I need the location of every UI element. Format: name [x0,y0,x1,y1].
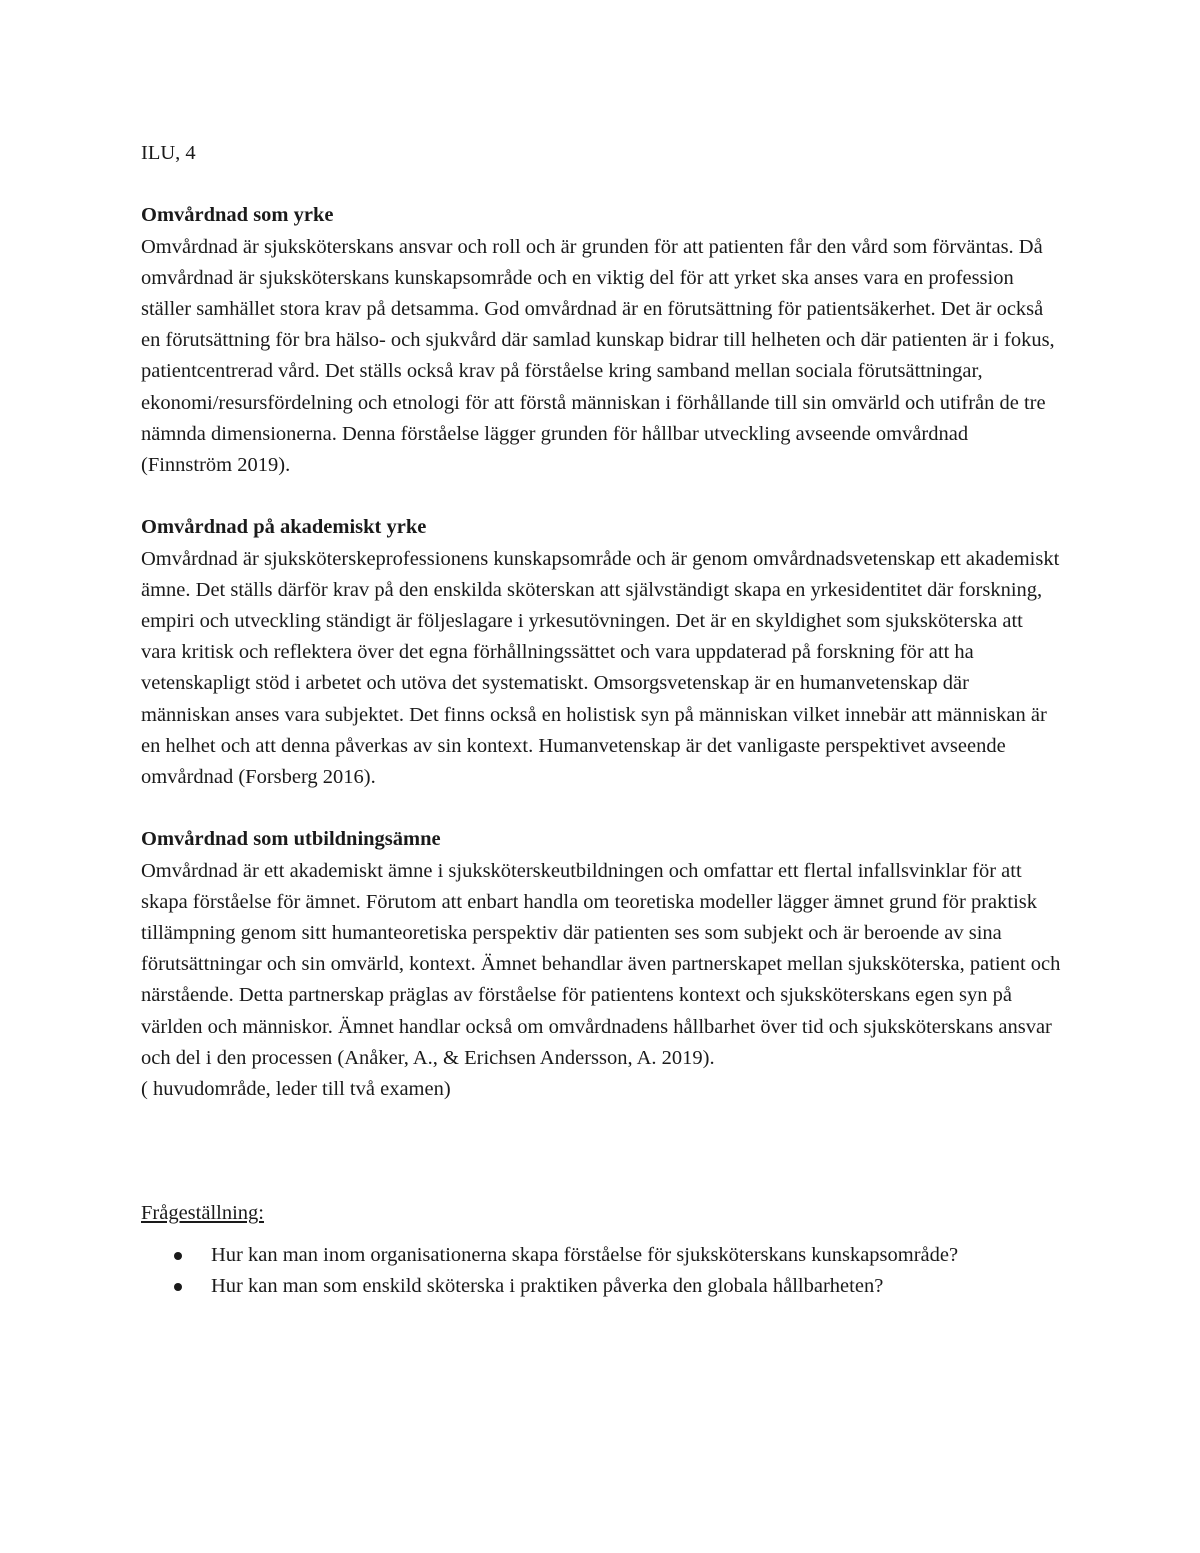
questions-list [141,1240,1061,1302]
section-omvardnad-utbildningsamne [141,824,1061,1105]
section-title: Omvårdnad som yrke [141,204,334,227]
spacer [141,1136,1061,1198]
bullet-icon [174,1283,182,1291]
section-title: Omvårdnad på akademiskt yrke [141,516,427,539]
section-body: Omvårdnad är ett akademiskt ämne i sjuksköterskeutbildningen och omfattar ett flertal infallsvinklar för att skapa förståelse för ämnet. Förutom att enbart handla om teoretiska modeller lägger ämnet grund för praktisk tillämpning genom sitt humanteoretiska perspektiv där patienten ses som subjekt och är beroende av sina förutsättningar och sin omvärld, kontext. Ämnet behandlar även partnerskapet mellan sjuksköterska, patient och närstående. Detta partnerskap präglas av förståelse för patientens kontext och sjuksköterskans egen syn på världen och människor. Ämnet handlar också om omvårdnadens hållbarhet över tid och sjuksköterskans ansvar och del i den processen (Anåker, A., & Erichsen Andersson, A. 2019). [141,859,1061,1069]
list-item [211,1240,1061,1271]
document-page [141,138,1061,1302]
section-body: Omvårdnad är sjuksköterskans ansvar och roll och är grunden för att patienten får den vård som förväntas. Då omvårdnad är sjuksköterskans kunskapsområde och en viktig del för att yrket ska anses vara en profession ställer samhället stora krav på detsamma. God omvårdnad är en förutsättning för patientsäkerhet. Det är också en förutsättning för bra hälso- och sjukvård där samlad kunskap bidrar till helheten och där patienten är i fokus, patientcentrerad vård. Det ställs också krav på förståelse kring samband mellan sociala förutsättningar, ekonomi/resursfördelning och etnologi för att förstå människan i förhållande till sin omvärld och utifrån de tre nämnda dimensionerna. Denna förståelse lägger grunden för hållbar utveckling avseende omvårdnad (Finnström 2019). [141,235,1055,477]
list-item [211,1271,1061,1302]
section-title: Omvårdnad som utbildningsämne [141,828,441,851]
document-header: ILU, 4 [141,142,196,164]
question-text: Hur kan man som enskild sköterska i praktiken påverka den globala hållbarheten? [211,1274,884,1297]
questions-block [141,1198,1061,1302]
section-note: ( huvudområde, leder till två examen) [141,1078,451,1101]
section-omvardnad-akademiskt-yrke [141,512,1061,793]
bullet-icon [174,1252,182,1260]
section-body: Omvårdnad är sjuksköterskeprofessionens kunskapsområde och är genom omvårdnadsvetenskap ett akademiskt ämne. Det ställs därför krav på den enskilda sköterskan att självständigt skapa en yrkesidentitet där forskning, empiri och utveckling ständigt är följeslagare i yrkesutövningen. Det är en skyldighet som sjuksköterska att vara kritisk och reflektera över det egna förhållningssättet och vara uppdaterad på forskning för att ha vetenskapligt stöd i arbetet och utöva det systematiskt. Omsorgsvetenskap är en humanvetenskap där människan anses vara subjektet. Det finns också en holistisk syn på människan vilket innebär att människan är en helhet och att denna påverkas av sin kontext. Humanvetenskap är det vanligaste perspektivet avseende omvårdnad (Forsberg 2016). [141,547,1060,789]
questions-heading: Frågeställning: [141,1202,264,1225]
section-omvardnad-som-yrke [141,200,1061,481]
question-text: Hur kan man inom organisationerna skapa förståelse för sjuksköterskans kunskapsområde? [211,1243,959,1266]
